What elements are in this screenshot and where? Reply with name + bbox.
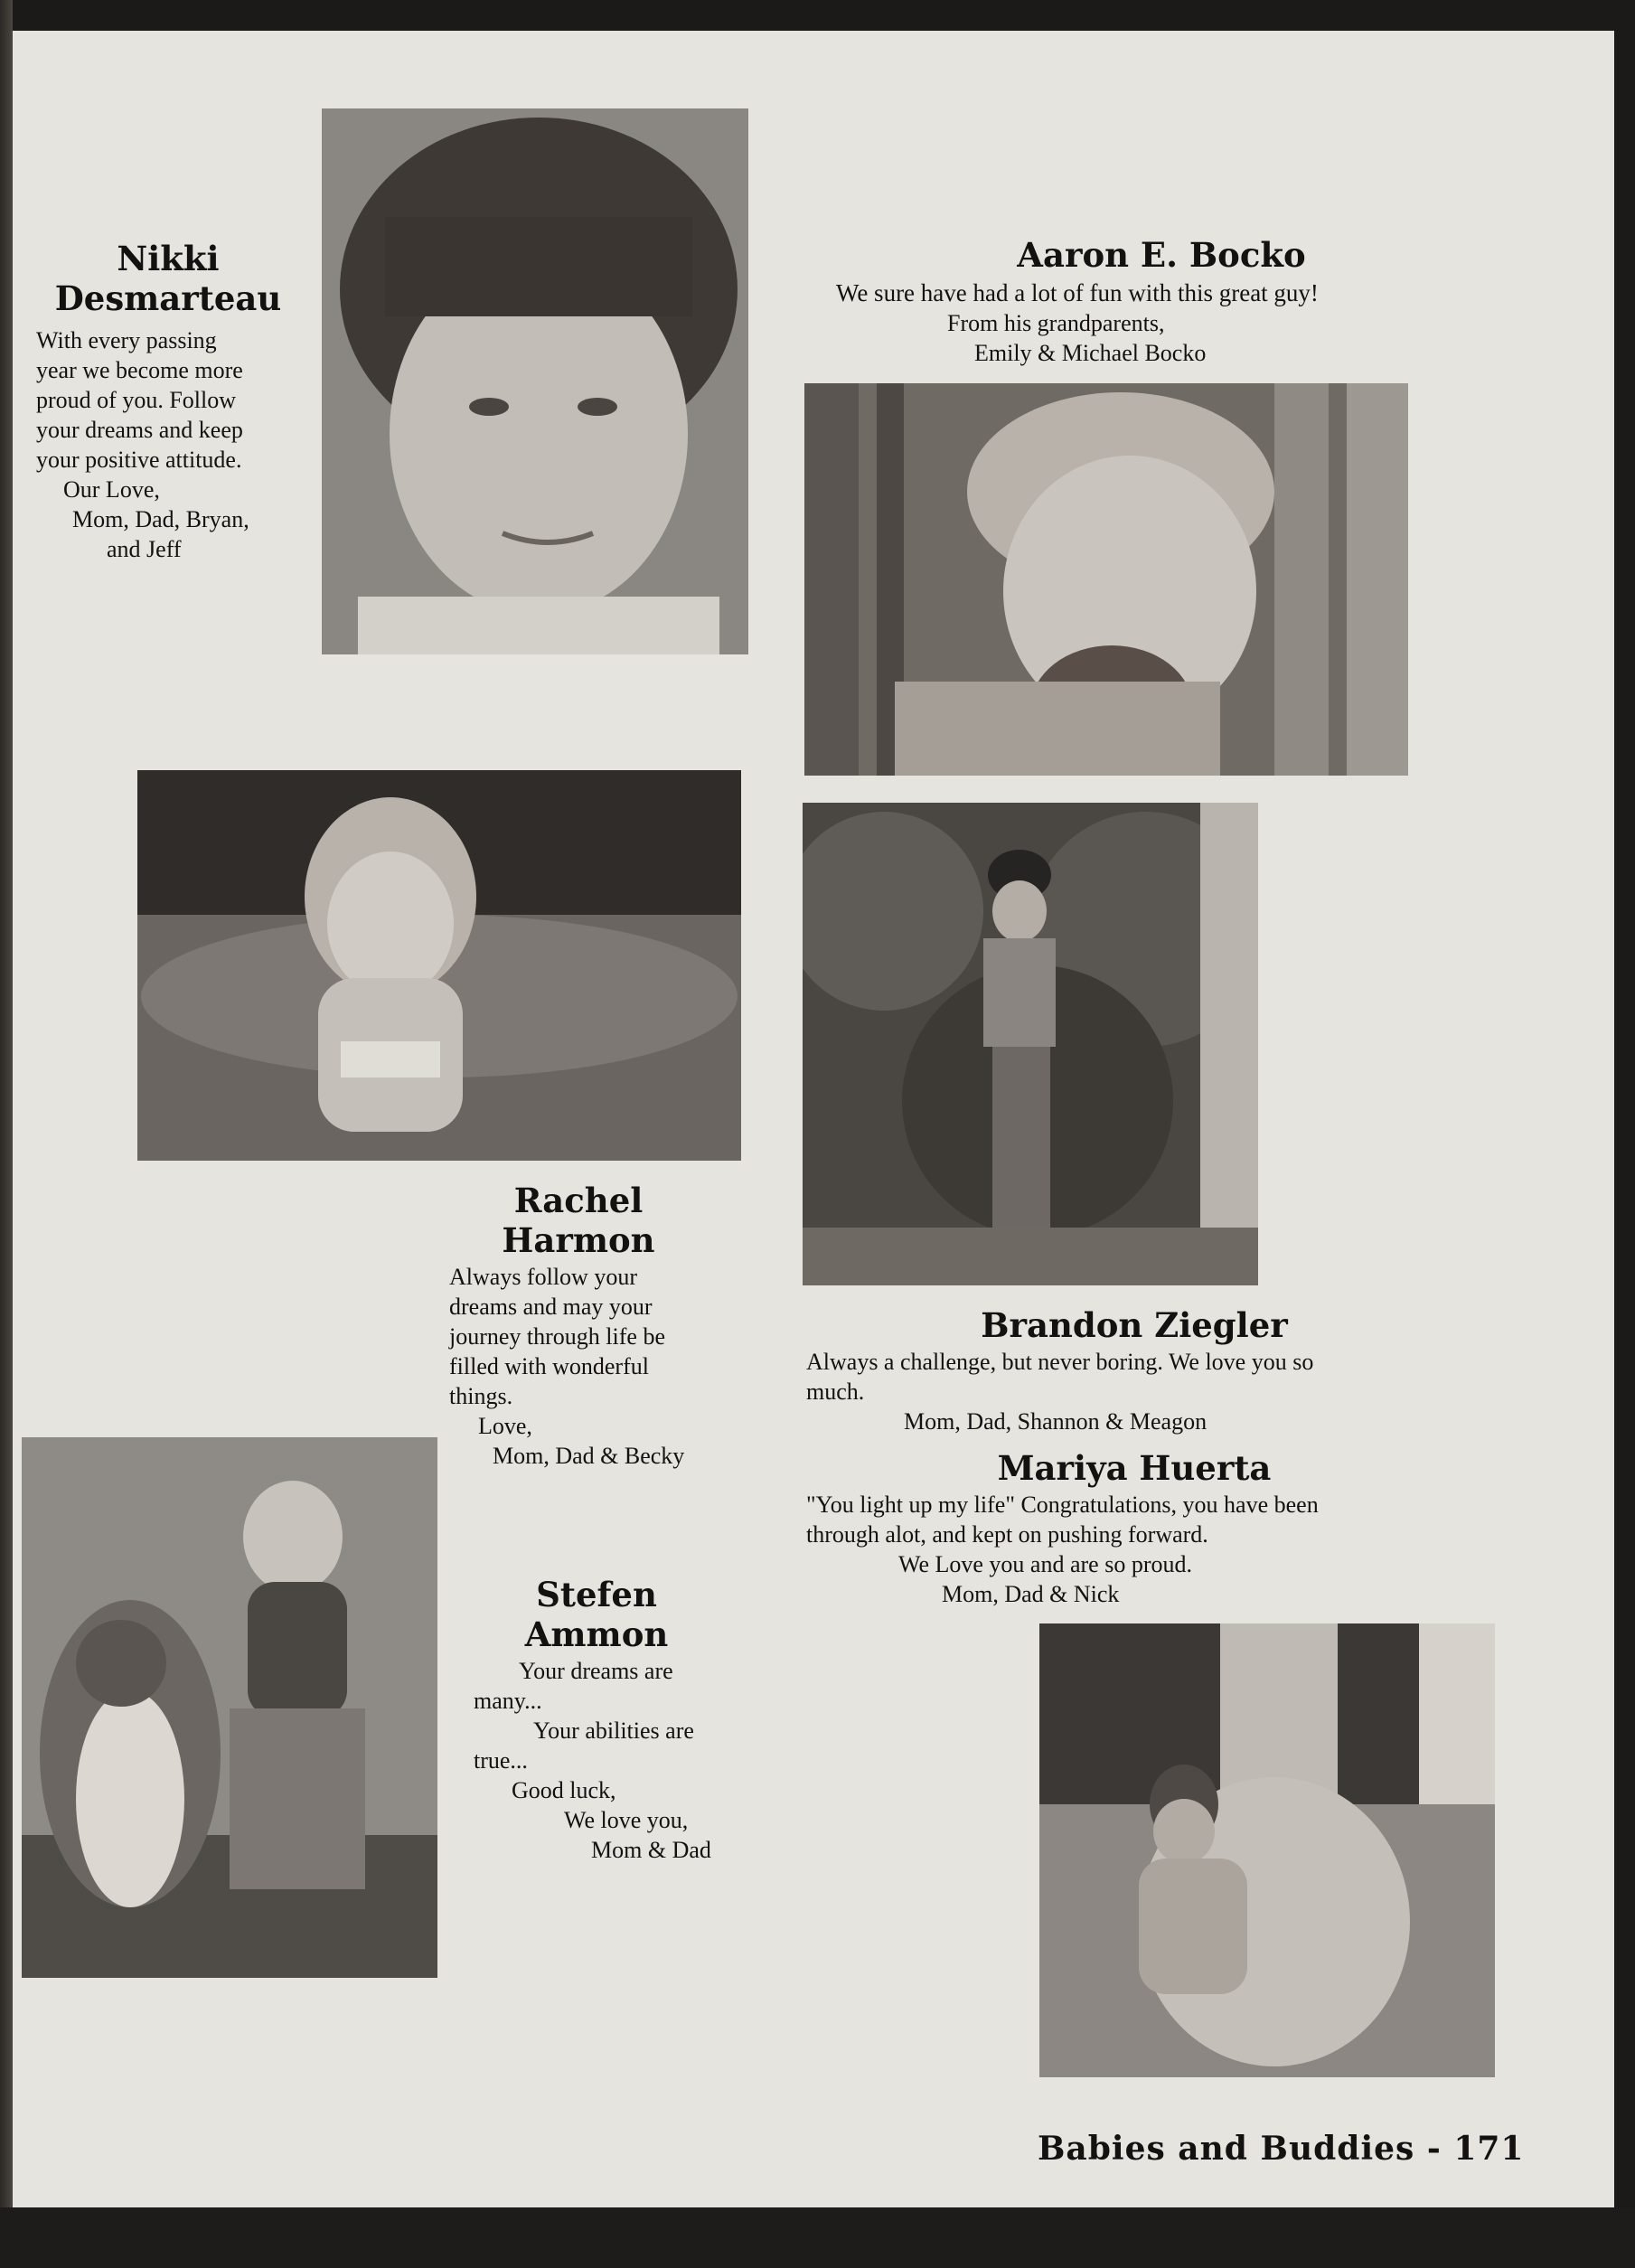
name-brandon-ziegler: Brandon Ziegler: [981, 1305, 1288, 1345]
name-stefen-ammon: [506, 1575, 687, 1654]
page-footer: Babies and Buddies - 171: [1038, 2130, 1525, 2168]
message-line: Our Love,: [63, 476, 160, 503]
page-binding-edge: [0, 0, 13, 2268]
message-line: Mom, Dad & Nick: [942, 1581, 1120, 1607]
message-line: We Love you and are so proud.: [898, 1551, 1192, 1577]
photo-nikki-desmarteau: [322, 108, 748, 654]
message-line: With every passing: [36, 327, 217, 353]
message-line: through alot, and kept on pushing forward.: [806, 1521, 1208, 1548]
message-line: journey through life be: [449, 1323, 665, 1350]
message-line: Mom, Dad & Becky: [493, 1443, 685, 1469]
message-line: Good luck,: [512, 1777, 616, 1803]
photo-stefen-ammon: [22, 1437, 437, 1978]
message-line: Love,: [478, 1413, 532, 1439]
message-line: We sure have had a lot of fun with this great guy!: [836, 279, 1319, 306]
message-line: and Jeff: [107, 536, 182, 562]
message-line: many...: [474, 1688, 542, 1714]
message-line: your positive attitude.: [36, 447, 242, 473]
message-line: filled with wonderful: [449, 1353, 649, 1379]
message-rachel-harmon: [449, 1262, 720, 1471]
message-aaron-bocko: [836, 278, 1487, 368]
message-line: Mom & Dad: [591, 1837, 711, 1863]
message-line: We love you,: [564, 1807, 689, 1833]
message-nikki-desmarteau: [36, 325, 325, 564]
message-brandon-ziegler: [806, 1347, 1493, 1436]
photo-aaron-bocko: [804, 383, 1408, 776]
name-nikki-desmarteau: Nikki Desmarteau: [54, 239, 282, 318]
message-line: your dreams and keep: [36, 417, 243, 443]
message-line: Your abilities are: [533, 1717, 694, 1744]
message-line: year we become more: [36, 357, 243, 383]
name-line: Stefen: [536, 1575, 657, 1614]
photo-brandon-ziegler: [803, 803, 1258, 1285]
message-line: Your dreams are: [519, 1658, 673, 1684]
message-line: Always follow your: [449, 1264, 637, 1290]
photo-rachel-harmon: [137, 770, 741, 1161]
message-line: things.: [449, 1383, 513, 1409]
message-line: proud of you. Follow: [36, 387, 236, 413]
message-mariya-huerta: [806, 1490, 1493, 1609]
message-stefen-ammon: [474, 1656, 741, 1865]
message-line: true...: [474, 1747, 528, 1774]
message-line: "You light up my life" Congratulations, you have been: [806, 1492, 1319, 1518]
photo-mariya-huerta: [1039, 1623, 1495, 2077]
name-line: Harmon: [502, 1220, 655, 1260]
message-line: Mom, Dad, Bryan,: [72, 506, 249, 532]
message-line: dreams and may your: [449, 1294, 653, 1320]
message-line: much.: [806, 1379, 865, 1405]
name-aaron-bocko: Aaron E. Bocko: [1017, 235, 1306, 275]
page-bottom-edge: [0, 2207, 1635, 2268]
message-line: Always a challenge, but never boring. We love you so: [806, 1349, 1314, 1375]
name-rachel-harmon: [488, 1181, 669, 1260]
name-mariya-huerta: Mariya Huerta: [997, 1448, 1272, 1488]
message-line: Emily & Michael Bocko: [974, 340, 1207, 366]
message-line: From his grandparents,: [947, 310, 1165, 336]
name-line: Rachel: [513, 1181, 644, 1220]
name-line: Ammon: [524, 1614, 669, 1654]
message-line: Mom, Dad, Shannon & Meagon: [904, 1408, 1207, 1435]
